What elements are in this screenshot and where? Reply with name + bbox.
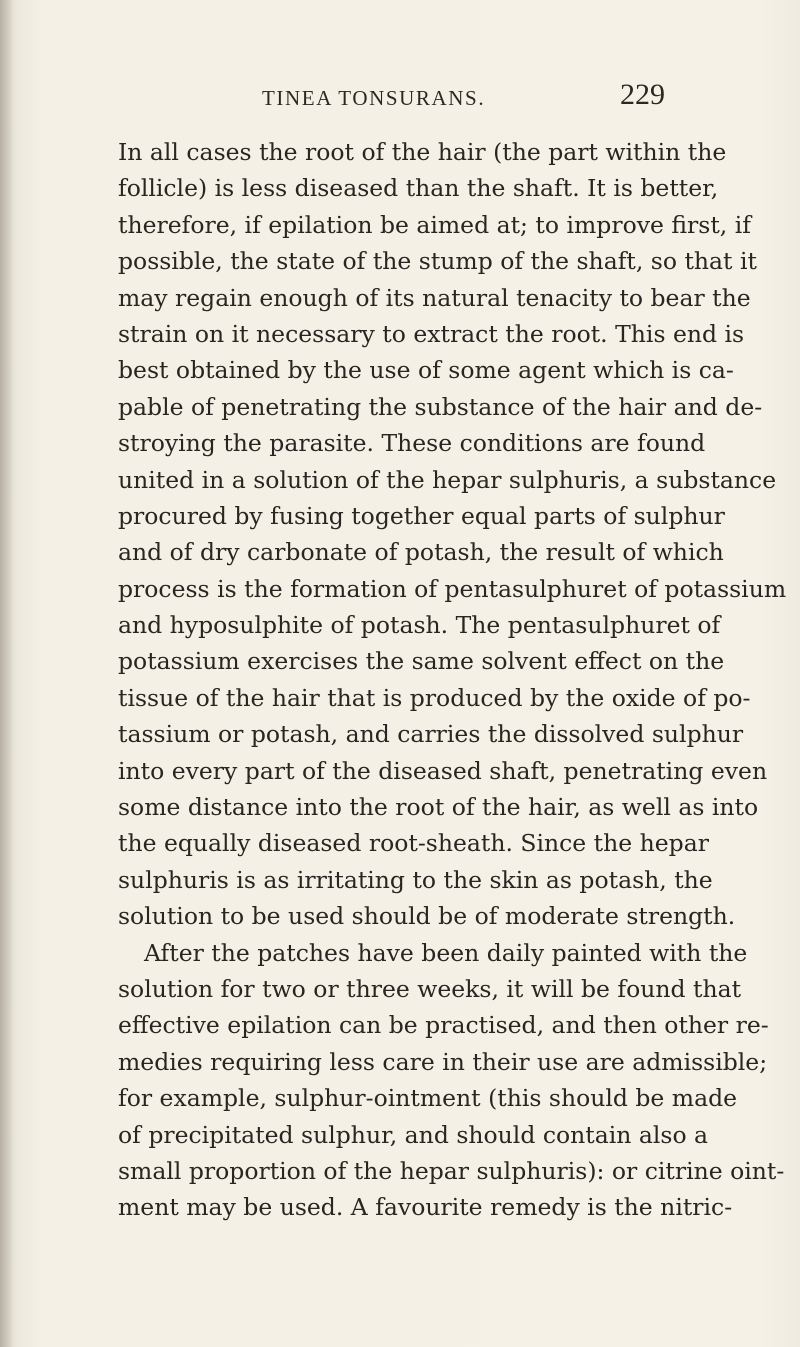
text-line: tassium or potash, and carries the dissolved sulphur [118,720,744,749]
text-line: ment may be used. A favourite remedy is the nitric- [118,1193,733,1222]
text-line: of precipitated sulphur, and should contain also a [118,1120,709,1149]
text-line: and hyposulphite of potash. The pentasulphuret of [118,611,721,640]
text-line: the equally diseased root-sheath. Since the hepar [118,829,709,858]
text-line: into every part of the diseased shaft, penetrating even [118,756,768,785]
text-line: potassium exercises the same solvent effect on the [118,647,725,676]
text-line: sulphuris is as irritating to the skin as potash, the [118,865,713,894]
text-line: for example, sulphur-ointment (this should be made [118,1084,738,1113]
page-number: 229 [620,78,665,111]
text-line: medies requiring less care in their use are admissible; [118,1047,768,1076]
text-line: and of dry carbonate of potash, the result of which [118,538,724,567]
body-text [118,134,787,1226]
text-line: therefore, if epilation be aimed at; to improve first, if [118,210,751,239]
running-head-title: TINEA TONSURANS. [262,86,486,110]
text-line: procured by fusing together equal parts of sulphur [118,501,725,530]
text-line: solution for two or three weeks, it will be found that [118,974,742,1003]
text-line: best obtained by the use of some agent which is ca- [118,356,734,385]
text-line: solution to be used should be of moderate strength. [118,902,736,931]
text-line: tissue of the hair that is produced by the oxide of po- [118,683,751,712]
text-line: some distance into the root of the hair, as well as into [118,793,759,822]
text-line: stroying the parasite. These conditions are found [118,429,706,458]
text-line: process is the formation of pentasulphuret of potassium [118,574,787,603]
text-line: effective epilation can be practised, and then other re- [118,1011,769,1040]
text-line: may regain enough of its natural tenacity to bear the [118,283,751,312]
text-line: follicle) is less diseased than the shaft. It is better, [118,174,719,203]
text-line: possible, the state of the stump of the shaft, so that it [118,247,757,276]
text-line: pable of penetrating the substance of the hair and de- [118,392,763,421]
spine-shadow [0,0,14,1347]
text-line: In all cases the root of the hair (the part within the [118,138,727,166]
text-line: small proportion of the hepar sulphuris): or citrine oint- [118,1156,785,1185]
text-line: After the patches have been daily painted with the [144,938,748,967]
text-line: united in a solution of the hepar sulphuris, a substance [118,465,777,494]
running-head [262,78,682,112]
text-line: strain on it necessary to extract the root. This end is [118,319,745,348]
